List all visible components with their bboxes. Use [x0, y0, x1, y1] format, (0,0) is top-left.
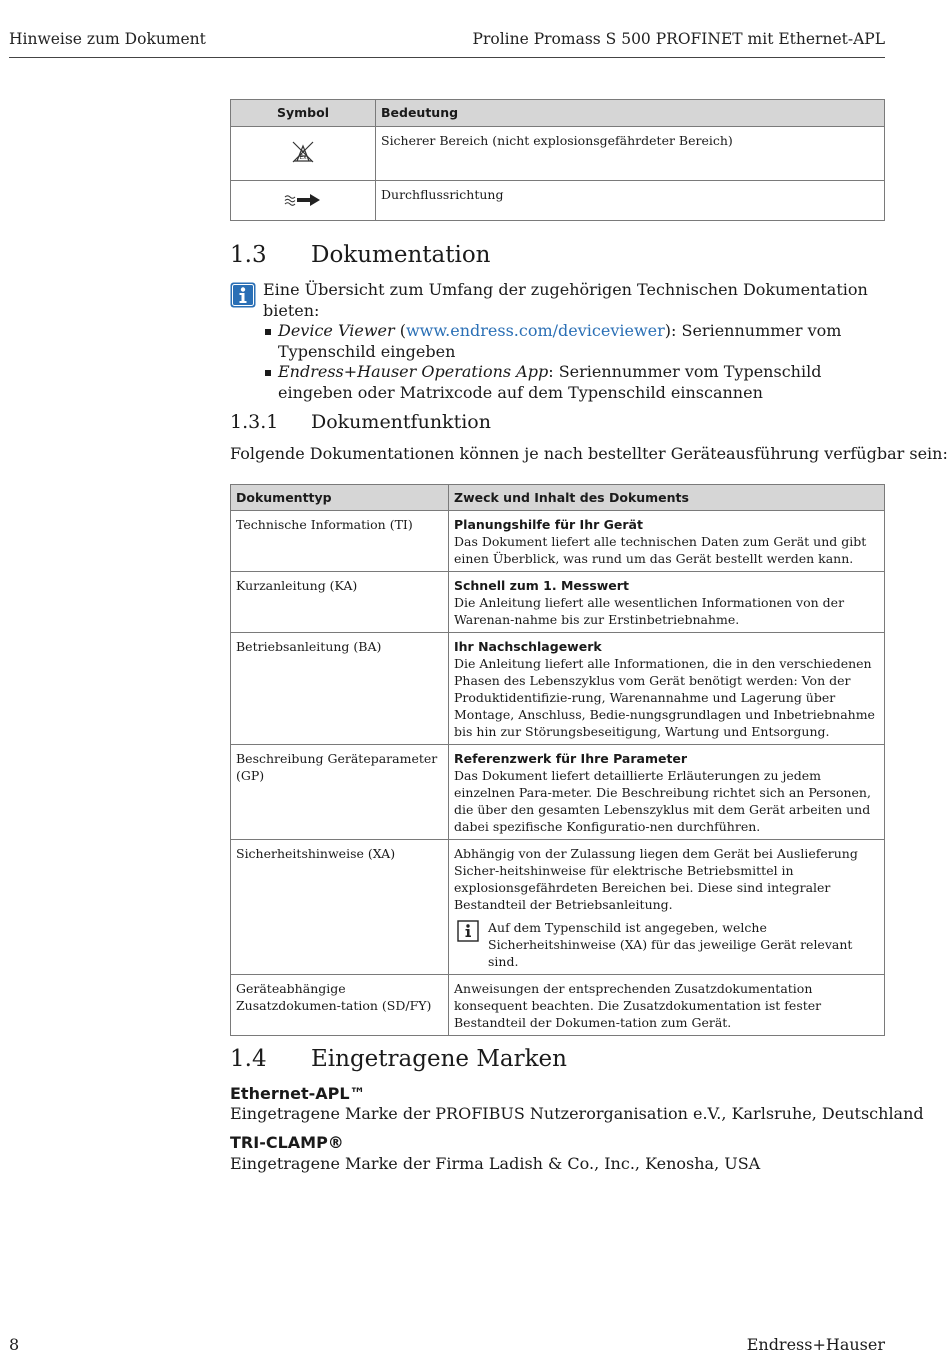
doc-source-list	[263, 321, 885, 403]
table-row	[231, 840, 885, 975]
doc-purpose-title: Ihr Nachschlagewerk	[454, 639, 602, 654]
doc-type: Sicherheitshinweise (XA)	[231, 840, 449, 975]
trademark-name: Ethernet-APL™	[230, 1084, 366, 1103]
list-item	[263, 362, 885, 403]
section-number: 1.4	[230, 1046, 267, 1072]
safety-note	[454, 919, 879, 970]
doc-purpose-text: Die Anleitung liefert alle wesentlichen Informationen von der Warenan-nahme bis zur Erstinbetriebnahme.	[454, 595, 845, 627]
table-row	[231, 745, 885, 840]
footer-brand: Endress+Hauser	[746, 1335, 885, 1354]
list-text: (	[394, 321, 406, 340]
doc-purpose-text: Anweisungen der entsprechenden Zusatzdokumentation konsequent beachten. Die Zusatzdokumentation ist fester Bestandteil der Dokumen-tation zum Gerät.	[454, 981, 822, 1030]
manual-icon	[457, 920, 479, 942]
trademark-description: Eingetragene Marke der PROFIBUS Nutzerorganisation e.V., Karlsruhe, Deutschland	[230, 1104, 924, 1123]
header-rule	[9, 57, 885, 58]
info-intro: Eine Übersicht zum Umfang der zugehörigen Technischen Dokumentation bieten:	[263, 280, 868, 320]
list-text: : Seriennummer vom Typenschild eingeben oder Matrixcode auf dem Typenschild einscannen	[278, 362, 822, 402]
symbol-meaning: Sicherer Bereich (nicht explosionsgefährdeter Bereich)	[376, 127, 885, 181]
doctype-column-header: Dokumenttyp	[231, 485, 449, 511]
doc-type: Technische Information (TI)	[231, 511, 449, 572]
safety-note-text: Auf dem Typenschild ist angegeben, welche Sicherheitshinweise (XA) für das jeweilige Gerät relevant sind.	[488, 920, 853, 969]
section-heading-1-3-1	[230, 411, 491, 433]
svg-text:Ex: Ex	[299, 153, 307, 161]
symbol-cell	[231, 181, 376, 221]
doc-purpose	[449, 745, 885, 840]
flow-direction-icon	[283, 191, 323, 207]
doc-purpose	[449, 572, 885, 633]
purpose-column-header: Zweck und Inhalt des Dokuments	[449, 485, 885, 511]
doc-purpose-text: Die Anleitung liefert alle Informationen, die in den verschiedenen Phasen des Lebenszyklus vom Gerät benötigt werden: Von der Produktidentifizie-rung, Warenannahme und Lagerung über Montage, Anschluss, Bedie-nungsgrundlagen und Inbetriebnahme bis hin zur Störungsbeseitigung, Wartung und Entsorgung.	[454, 656, 875, 739]
doc-purpose-text: Das Dokument liefert detaillierte Erläuterungen zu jedem einzelnen Para-meter. Die Beschreibung richtet sich an Personen, die über den gesamten Lebenszyklus mit dem Gerät arbeiten und dabei spezifische Konfiguratio-nen durchführen.	[454, 768, 871, 834]
section-heading-1-4	[230, 1046, 567, 1072]
section-heading-1-3	[230, 242, 491, 268]
symbol-column-header: Symbol	[231, 100, 376, 127]
header-section-title: Hinweise zum Dokument	[9, 30, 206, 48]
doc-table-header	[231, 485, 885, 511]
section-number: 1.3	[230, 242, 267, 268]
symbol-meaning: Durchflussrichtung	[376, 181, 885, 221]
table-row	[231, 511, 885, 572]
doc-purpose	[449, 975, 885, 1036]
doc-purpose-title: Schnell zum 1. Messwert	[454, 578, 629, 593]
trademark-name: TRI-CLAMP®	[230, 1133, 344, 1152]
doc-purpose	[449, 633, 885, 745]
doc-type: Betriebsanleitung (BA)	[231, 633, 449, 745]
table-row	[231, 633, 885, 745]
table-row	[231, 127, 885, 181]
list-item	[263, 321, 885, 362]
table-row	[231, 572, 885, 633]
device-viewer-label: Device Viewer	[278, 321, 395, 340]
doc-purpose-title: Referenzwerk für Ihre Parameter	[454, 751, 688, 766]
symbol-cell	[231, 127, 376, 181]
doc-type: Kurzanleitung (KA)	[231, 572, 449, 633]
section-title: Dokumentation	[311, 242, 491, 268]
meaning-column-header: Bedeutung	[376, 100, 885, 127]
doc-purpose-text: Abhängig von der Zulassung liegen dem Gerät bei Auslieferung Sicher-heitshinweise für elektrische Betriebsmittel in explosionsgefährdeten Bereichen bei. Diese sind integraler Bestandteil der Betriebsanleitung.	[454, 846, 858, 912]
header-product-title: Proline Promass S 500 PROFINET mit Ethernet-APL	[472, 30, 885, 48]
table-row	[231, 181, 885, 221]
doc-purpose	[449, 840, 885, 975]
doc-purpose	[449, 511, 885, 572]
doc-type: Geräteabhängige Zusatzdokumen-tation (SD/FY)	[231, 975, 449, 1036]
trademark-description: Eingetragene Marke der Firma Ladish & Co., Inc., Kenosha, USA	[230, 1154, 761, 1173]
info-text	[263, 280, 885, 403]
doc-type: Beschreibung Geräteparameter (GP)	[231, 745, 449, 840]
info-icon	[230, 282, 256, 308]
section-intro: Folgende Dokumentationen können je nach bestellter Geräteausführung verfügbar sein:	[230, 444, 948, 463]
doc-purpose-text: Das Dokument liefert alle technischen Daten zum Gerät und gibt einen Überblick, was rund um das Gerät bestellt werden kann.	[454, 534, 867, 566]
section-number: 1.3.1	[230, 411, 279, 433]
section-title: Eingetragene Marken	[311, 1046, 567, 1072]
documentation-table	[230, 484, 885, 1036]
symbol-table	[230, 99, 885, 221]
symbol-table-header	[231, 100, 885, 127]
page-number: 8	[9, 1335, 20, 1354]
operations-app-label: Endress+Hauser Operations App	[278, 362, 549, 381]
table-row	[231, 975, 885, 1036]
device-viewer-link[interactable]: www.endress.com/deviceviewer	[405, 321, 665, 340]
safe-area-icon	[290, 139, 316, 165]
section-title: Dokumentfunktion	[311, 411, 491, 433]
list-text: ): Seriennummer vom Typenschild eingeben	[278, 321, 842, 361]
doc-purpose-title: Planungshilfe für Ihr Gerät	[454, 517, 643, 532]
